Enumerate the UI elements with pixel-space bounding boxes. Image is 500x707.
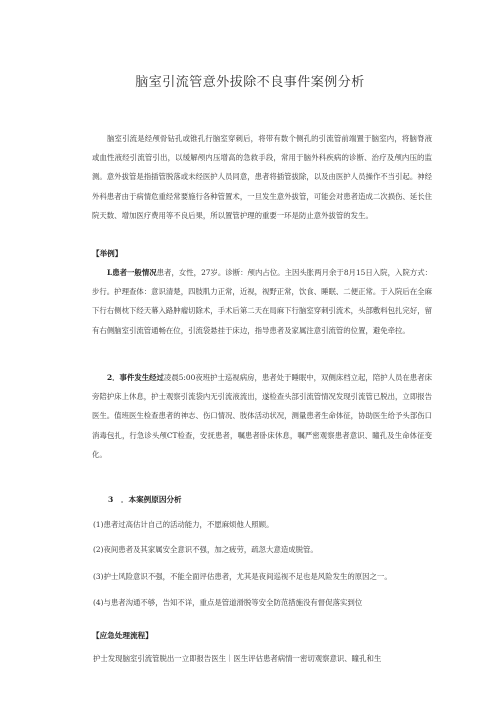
emergency-heading: 【应急处理流程】 (92, 631, 153, 640)
analysis-heading: 3 ．本案例原因分析 (108, 495, 182, 504)
event-text: 凌晨5:00夜班护士巡视病房，患者处于睡眠中，双侧床档立起，陪护人员在患者床旁陪护床上休息，护士观察引流袋内无引流液流出，遂检查头部引流管情况发现引流管已脱出，立即报告医生。值班医生检查患者的神志、伤口情况、肢体活动状况，测量患者生命体征，协助医生给予头部伤口消毒包扎，行急诊头颅CT检查，安抚患者，嘱患者卧床休息，嘱严密观察患者意识、瞳孔及生命体征变化。 (92, 373, 432, 459)
example-heading: 【举例】 (92, 249, 123, 258)
reason-item: (1)患者过高估计自己的活动能力，不愿麻烦他人照顾。 (93, 520, 274, 529)
event-label: 2．事件发生经过 (107, 373, 164, 382)
reason-item: (4)与患者沟通不够，告知不详，重点是管道滑脱等安全防范措施没有督促落实到位 (93, 598, 363, 607)
event-paragraph (92, 368, 432, 464)
reason-item: (3)护士风险意识不强，不能全面评估患者，尤其是夜间巡视不足也是风险发生的原因之一。 (93, 572, 392, 581)
case-paragraph (92, 263, 432, 340)
intro-paragraph: 脑室引流是经颅骨钻孔或锥孔行脑室穿刺后，将带有数个侧孔的引流管前端置于脑室内，将脑脊液或血性液经引流管引出，以缓解颅内压增高的急救手段，常用于脑外科疾病的诊断、治疗及颅内压的监测。意外拔管是指插管脱落或未经医护人员同意，患者将插管拔除，以及由医护人员操作不当引起。神经外科患者由于病情危重经常要施行各种管置术，一旦发生意外拔管，可能会对患者造成二次损伤、延长住院天数、增加医疗费用等不良后果，所以置管护理的重要一环是防止意外拔管的发生。 (92, 134, 432, 220)
reason-item: (2)夜间患者及其家属安全意识不强，加之疲劳，疏忽大意造成脱管。 (93, 545, 318, 554)
emergency-paragraph: 护士发现脑室引流管脱出一立即报告医生｜医生评估患者病情一密切观察意识、瞳孔和生 (93, 654, 382, 663)
case-label: L患者一般情况 (107, 268, 157, 277)
case-text: 患者，女性，27岁。诊断：颅内占位。主因头胀两月余于8月15日入院，入院方式：步行。护理查体：意识清楚，四肢肌力正常，近视，视野正常，饮食、睡眠、二便正常。于入院后在全麻下行右侧枕下经天幕入路肿瘤切除术，手术后第二天在局麻下行脑室穿刺引流术，头部敷料包扎完好，留有右侧脑室引流管通畅在位，引流袋悬挂于床边，指导患者及家属注意引流管的位置，避免牵拉。 (92, 268, 433, 335)
document-title: 脑室引流管意外拔除不良事件案例分析 (135, 75, 365, 90)
